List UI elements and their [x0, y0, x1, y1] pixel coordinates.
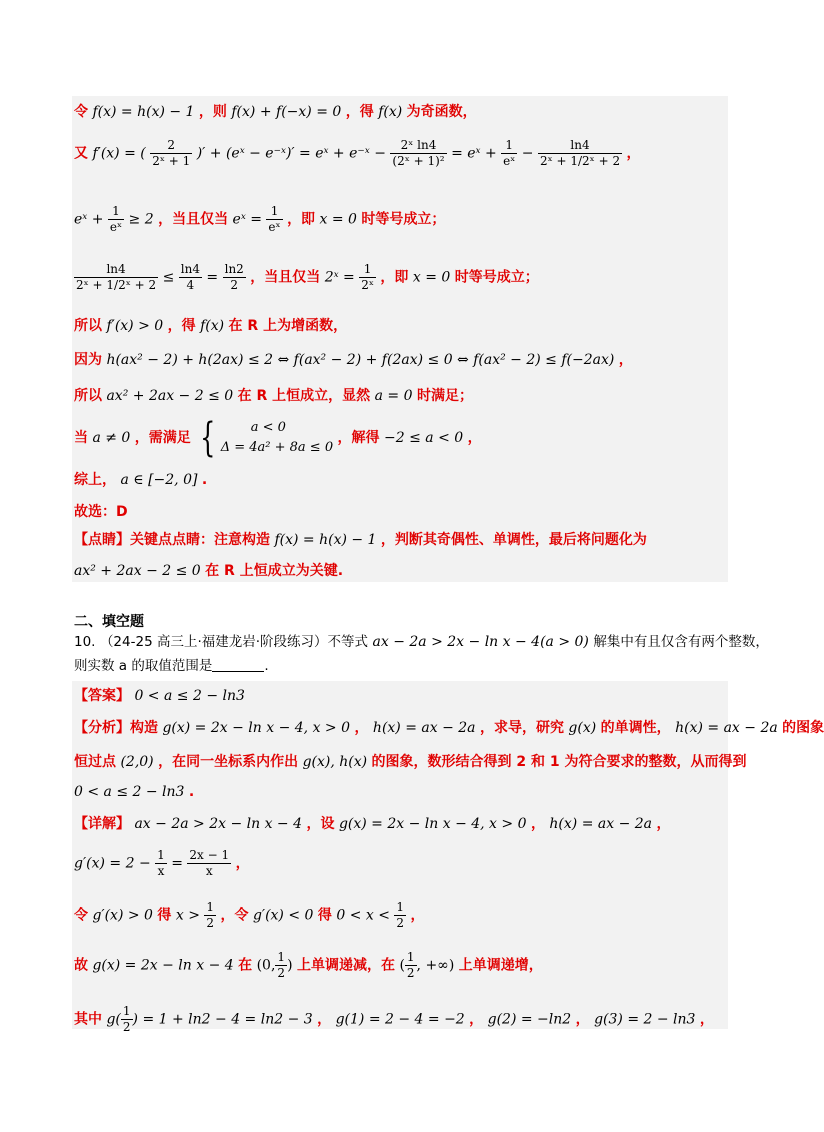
text: ，	[656, 816, 671, 832]
formula: x = 0	[319, 211, 357, 228]
denominator: (2ˣ + 1)²	[392, 154, 445, 168]
solution-line-11	[74, 530, 647, 550]
text: ，	[235, 855, 250, 872]
formula: 0 < x <	[336, 907, 390, 924]
numerator: 1	[277, 950, 286, 964]
fraction	[108, 204, 124, 235]
solution-line-9	[74, 470, 207, 490]
text: ，得	[167, 318, 196, 334]
formula: ax − 2a > 2x − ln x − 4(a > 0)	[372, 634, 589, 650]
denominator: 2	[230, 278, 239, 292]
fraction	[121, 1004, 133, 1035]
formula: f(x)	[200, 318, 225, 334]
text: ，	[469, 1011, 484, 1028]
text: ，在同一坐标系内作出	[158, 754, 299, 770]
solution-line-3	[74, 204, 445, 235]
inequality-system	[221, 418, 333, 458]
denominator: 2	[277, 966, 286, 980]
formula: f′(x) = (	[92, 145, 146, 162]
numerator: 2	[150, 138, 192, 154]
answer-choice: 故选：D	[74, 504, 128, 520]
formula: 0 < a ≤ 2 − ln3	[74, 784, 185, 800]
numerator: 1	[406, 950, 415, 964]
formula: h(ax² − 2) + h(2ax) ≤ 2 ⇔ f(ax² − 2) + f(2ax) ≤ 0 ⇔ f(ax² − 2) ≤ f(−2ax)	[106, 352, 615, 368]
text: 得	[157, 907, 172, 924]
formula: −2 ≤ a < 0	[384, 430, 464, 446]
fraction	[266, 204, 282, 235]
formula: g′(x) < 0	[252, 907, 314, 924]
text: 上单调递减，在	[296, 957, 395, 974]
numerator: 1	[122, 1004, 131, 1018]
formula: ≤	[162, 269, 175, 286]
denominator: x	[157, 864, 165, 878]
text: ，	[317, 1011, 332, 1028]
text: ，求导，研究	[479, 720, 564, 736]
formula: =	[171, 855, 183, 872]
question-text: .	[264, 658, 269, 674]
formula: g′(x) > 0	[92, 907, 153, 924]
question-10-line-1	[74, 632, 769, 652]
text: 的图象	[782, 720, 824, 736]
solution-line-8	[74, 415, 482, 461]
text: ，	[530, 816, 545, 832]
text: 因为	[74, 352, 102, 368]
fraction	[74, 262, 158, 293]
text: ，即	[287, 211, 316, 228]
formula: g(x) = 2x − ln x − 4, x > 0	[162, 720, 351, 736]
text: ，判断其奇偶性、单调性，最后将问题化为	[380, 532, 647, 548]
formula: h(x) = ax − 2a	[372, 720, 476, 736]
text: 时等号成立；	[361, 211, 446, 228]
formula: ax − 2a > 2x − ln x − 4	[134, 816, 303, 832]
denominator: 2	[406, 966, 415, 980]
text: 故	[74, 957, 88, 974]
fraction	[405, 950, 417, 981]
formula: g(x) = 2x − ln x − 4	[92, 957, 234, 974]
text: .	[201, 472, 208, 488]
formula: f(x) = h(x) − 1	[274, 532, 377, 548]
text: 【分析】构造	[74, 720, 158, 736]
text: ，设	[306, 816, 335, 832]
text: 当	[74, 430, 88, 446]
formula: g(x)	[568, 720, 597, 736]
numerator: 1	[396, 900, 405, 914]
formula: f(x)	[378, 104, 403, 120]
answer-line-9	[74, 1004, 714, 1035]
numerator: 2x − 1	[189, 848, 230, 862]
text: 恒过点	[74, 754, 116, 770]
text: ，	[618, 352, 633, 368]
fraction	[394, 900, 406, 931]
numerator: 1	[266, 204, 282, 220]
denominator: 2ˣ + 1/2ˣ + 2	[539, 154, 621, 168]
text: ，则	[198, 104, 227, 120]
text: ，	[354, 720, 369, 736]
denominator: eˣ	[268, 220, 281, 234]
fraction	[155, 848, 167, 879]
text: 【详解】	[74, 816, 130, 832]
formula: eˣ +	[74, 211, 104, 228]
formula: (0,	[256, 957, 276, 974]
formula: −	[521, 145, 534, 162]
text: 所以	[74, 388, 102, 404]
fraction	[538, 138, 622, 169]
text: 得	[317, 907, 332, 924]
text: ，得	[345, 104, 374, 120]
formula: ≥ 2	[128, 211, 154, 228]
section-heading: 二、填空题	[74, 614, 144, 630]
text: ，即	[380, 269, 409, 286]
answer-blank	[212, 657, 264, 672]
numerator: ln4	[538, 138, 622, 154]
text: 所以	[74, 318, 102, 334]
formula: , +∞)	[416, 957, 455, 974]
formula: )′ + (eˣ − e⁻ˣ)′ = eˣ + e⁻ˣ −	[196, 145, 386, 162]
text: 令	[74, 907, 88, 924]
text: 综上，	[74, 472, 116, 488]
text: 又	[74, 145, 88, 162]
numerator: ln4	[74, 262, 158, 278]
formula: g(	[106, 1011, 121, 1028]
fraction	[501, 138, 517, 169]
text: 【点睛】关键点点睛：注意构造	[74, 532, 270, 548]
condition-1: a < 0	[250, 420, 286, 435]
numerator: 1	[108, 204, 124, 220]
formula: a = 0	[374, 388, 413, 404]
text: 在	[238, 957, 253, 974]
text: ，	[467, 430, 482, 446]
question-text: 则实数 a 的取值范围是	[74, 658, 213, 674]
denominator: 2ˣ + 1	[152, 154, 191, 168]
text: 为奇函数，	[406, 104, 477, 120]
fraction	[275, 950, 287, 981]
fraction	[150, 138, 192, 169]
formula: x >	[175, 907, 200, 924]
text: ，令	[220, 907, 249, 924]
fraction	[390, 138, 446, 169]
formula: (2,0)	[120, 754, 154, 770]
numerator: 2ˣ ln4	[390, 138, 446, 154]
answer-line-8	[74, 950, 543, 981]
answer-line-3	[74, 752, 747, 772]
text: 时等号成立；	[454, 269, 539, 286]
formula: f(x) = h(x) − 1	[92, 104, 195, 120]
question-10-line-2	[74, 656, 269, 676]
solution-line-2	[74, 138, 641, 169]
formula: f′(x) > 0	[106, 318, 164, 334]
numerator: ln2	[224, 262, 244, 276]
answer-line-4	[74, 782, 194, 802]
solution-line-7	[74, 386, 473, 406]
denominator: eˣ	[503, 154, 516, 168]
text: ，需满足	[134, 430, 191, 446]
formula: = eˣ +	[451, 145, 497, 162]
formula: ax² + 2ax − 2 ≤ 0	[106, 388, 234, 404]
formula: a ≠ 0	[92, 430, 131, 446]
numerator: 1	[157, 848, 165, 862]
solution-line-5	[74, 316, 347, 336]
answer-line-5	[74, 814, 670, 834]
formula: g′(x) = 2 −	[74, 855, 151, 872]
section-title	[74, 612, 144, 632]
formula: =	[206, 269, 219, 286]
answer-line-1	[74, 686, 245, 706]
formula: 0 < a ≤ 2 − ln3	[134, 688, 245, 704]
text: 在 R 上恒成立为关键.	[205, 563, 344, 579]
denominator: x	[205, 864, 213, 878]
formula: (	[399, 957, 405, 974]
left-brace: {	[200, 415, 216, 461]
solution-line-12	[74, 561, 343, 581]
fraction	[187, 848, 231, 879]
formula: ) = 1 + ln2 − 4 = ln2 − 3	[132, 1011, 313, 1028]
text: ，	[699, 1011, 714, 1028]
formula: h(x) = ax − 2a	[549, 816, 652, 832]
condition-2: Δ = 4a² + 8a ≤ 0	[220, 440, 334, 455]
fraction	[179, 262, 202, 293]
denominator: 2	[206, 916, 215, 930]
numerator: 1	[501, 138, 517, 154]
answer-line-6	[74, 848, 250, 879]
solution-line-1	[74, 102, 477, 122]
formula: g(x) = 2x − ln x − 4, x > 0	[338, 816, 527, 832]
answer-line-2	[74, 718, 824, 738]
formula: h(x) = ax − 2a	[675, 720, 778, 736]
formula: f(x) + f(−x) = 0	[231, 104, 342, 120]
formula: g(1) = 2 − 4 = −2	[335, 1011, 465, 1028]
formula: eˣ =	[232, 211, 262, 228]
numerator: 1	[359, 262, 376, 278]
formula: x = 0	[412, 269, 451, 286]
fraction	[204, 900, 216, 931]
formula: 2ˣ =	[324, 269, 355, 286]
question-text: （24-25 高三上·福建龙岩·阶段练习）不等式	[99, 634, 369, 650]
text: 令	[74, 104, 88, 120]
text: ，当且仅当	[158, 211, 229, 228]
formula: a ∈ [−2, 0]	[120, 472, 198, 488]
text: 时满足；	[416, 388, 473, 404]
text: ，	[410, 907, 425, 924]
text: 在 R 上为增函数，	[228, 318, 348, 334]
answer-line-7	[74, 900, 425, 931]
formula: g(2) = −ln2	[487, 1011, 572, 1028]
denominator: 2	[122, 1020, 131, 1034]
fraction	[359, 262, 376, 293]
text: 的单调性，	[600, 720, 671, 736]
formula: )	[287, 957, 293, 974]
text: ，	[626, 145, 641, 162]
text: ，解得	[337, 430, 380, 446]
solution-line-6	[74, 350, 633, 370]
text: ，	[575, 1011, 590, 1028]
question-number: 10.	[74, 634, 96, 650]
formula: g(3) = 2 − ln3	[594, 1011, 696, 1028]
text: 【答案】	[74, 688, 130, 704]
solution-line-10	[74, 502, 128, 522]
denominator: 2ˣ	[361, 278, 374, 292]
text: ，当且仅当	[250, 269, 321, 286]
formula: g(x), h(x)	[302, 754, 368, 770]
denominator: 2ˣ + 1/2ˣ + 2	[76, 278, 157, 292]
formula: ax² + 2ax − 2 ≤ 0	[74, 563, 201, 579]
denominator: eˣ	[109, 220, 123, 234]
numerator: ln4	[180, 262, 200, 276]
denominator: 2	[396, 916, 405, 930]
denominator: 4	[186, 278, 195, 292]
solution-line-4	[74, 262, 539, 293]
text: .	[188, 784, 195, 800]
text: 其中	[74, 1011, 102, 1028]
text: 的图象，数形结合得到 2 和 1 为符合要求的整数，从而得到	[371, 754, 747, 770]
text: 上单调递增，	[458, 957, 543, 974]
question-text: 解集中有且仅含有两个整数，	[593, 634, 769, 650]
text: 在 R 上恒成立，显然	[237, 388, 371, 404]
numerator: 1	[206, 900, 215, 914]
fraction	[223, 262, 246, 293]
